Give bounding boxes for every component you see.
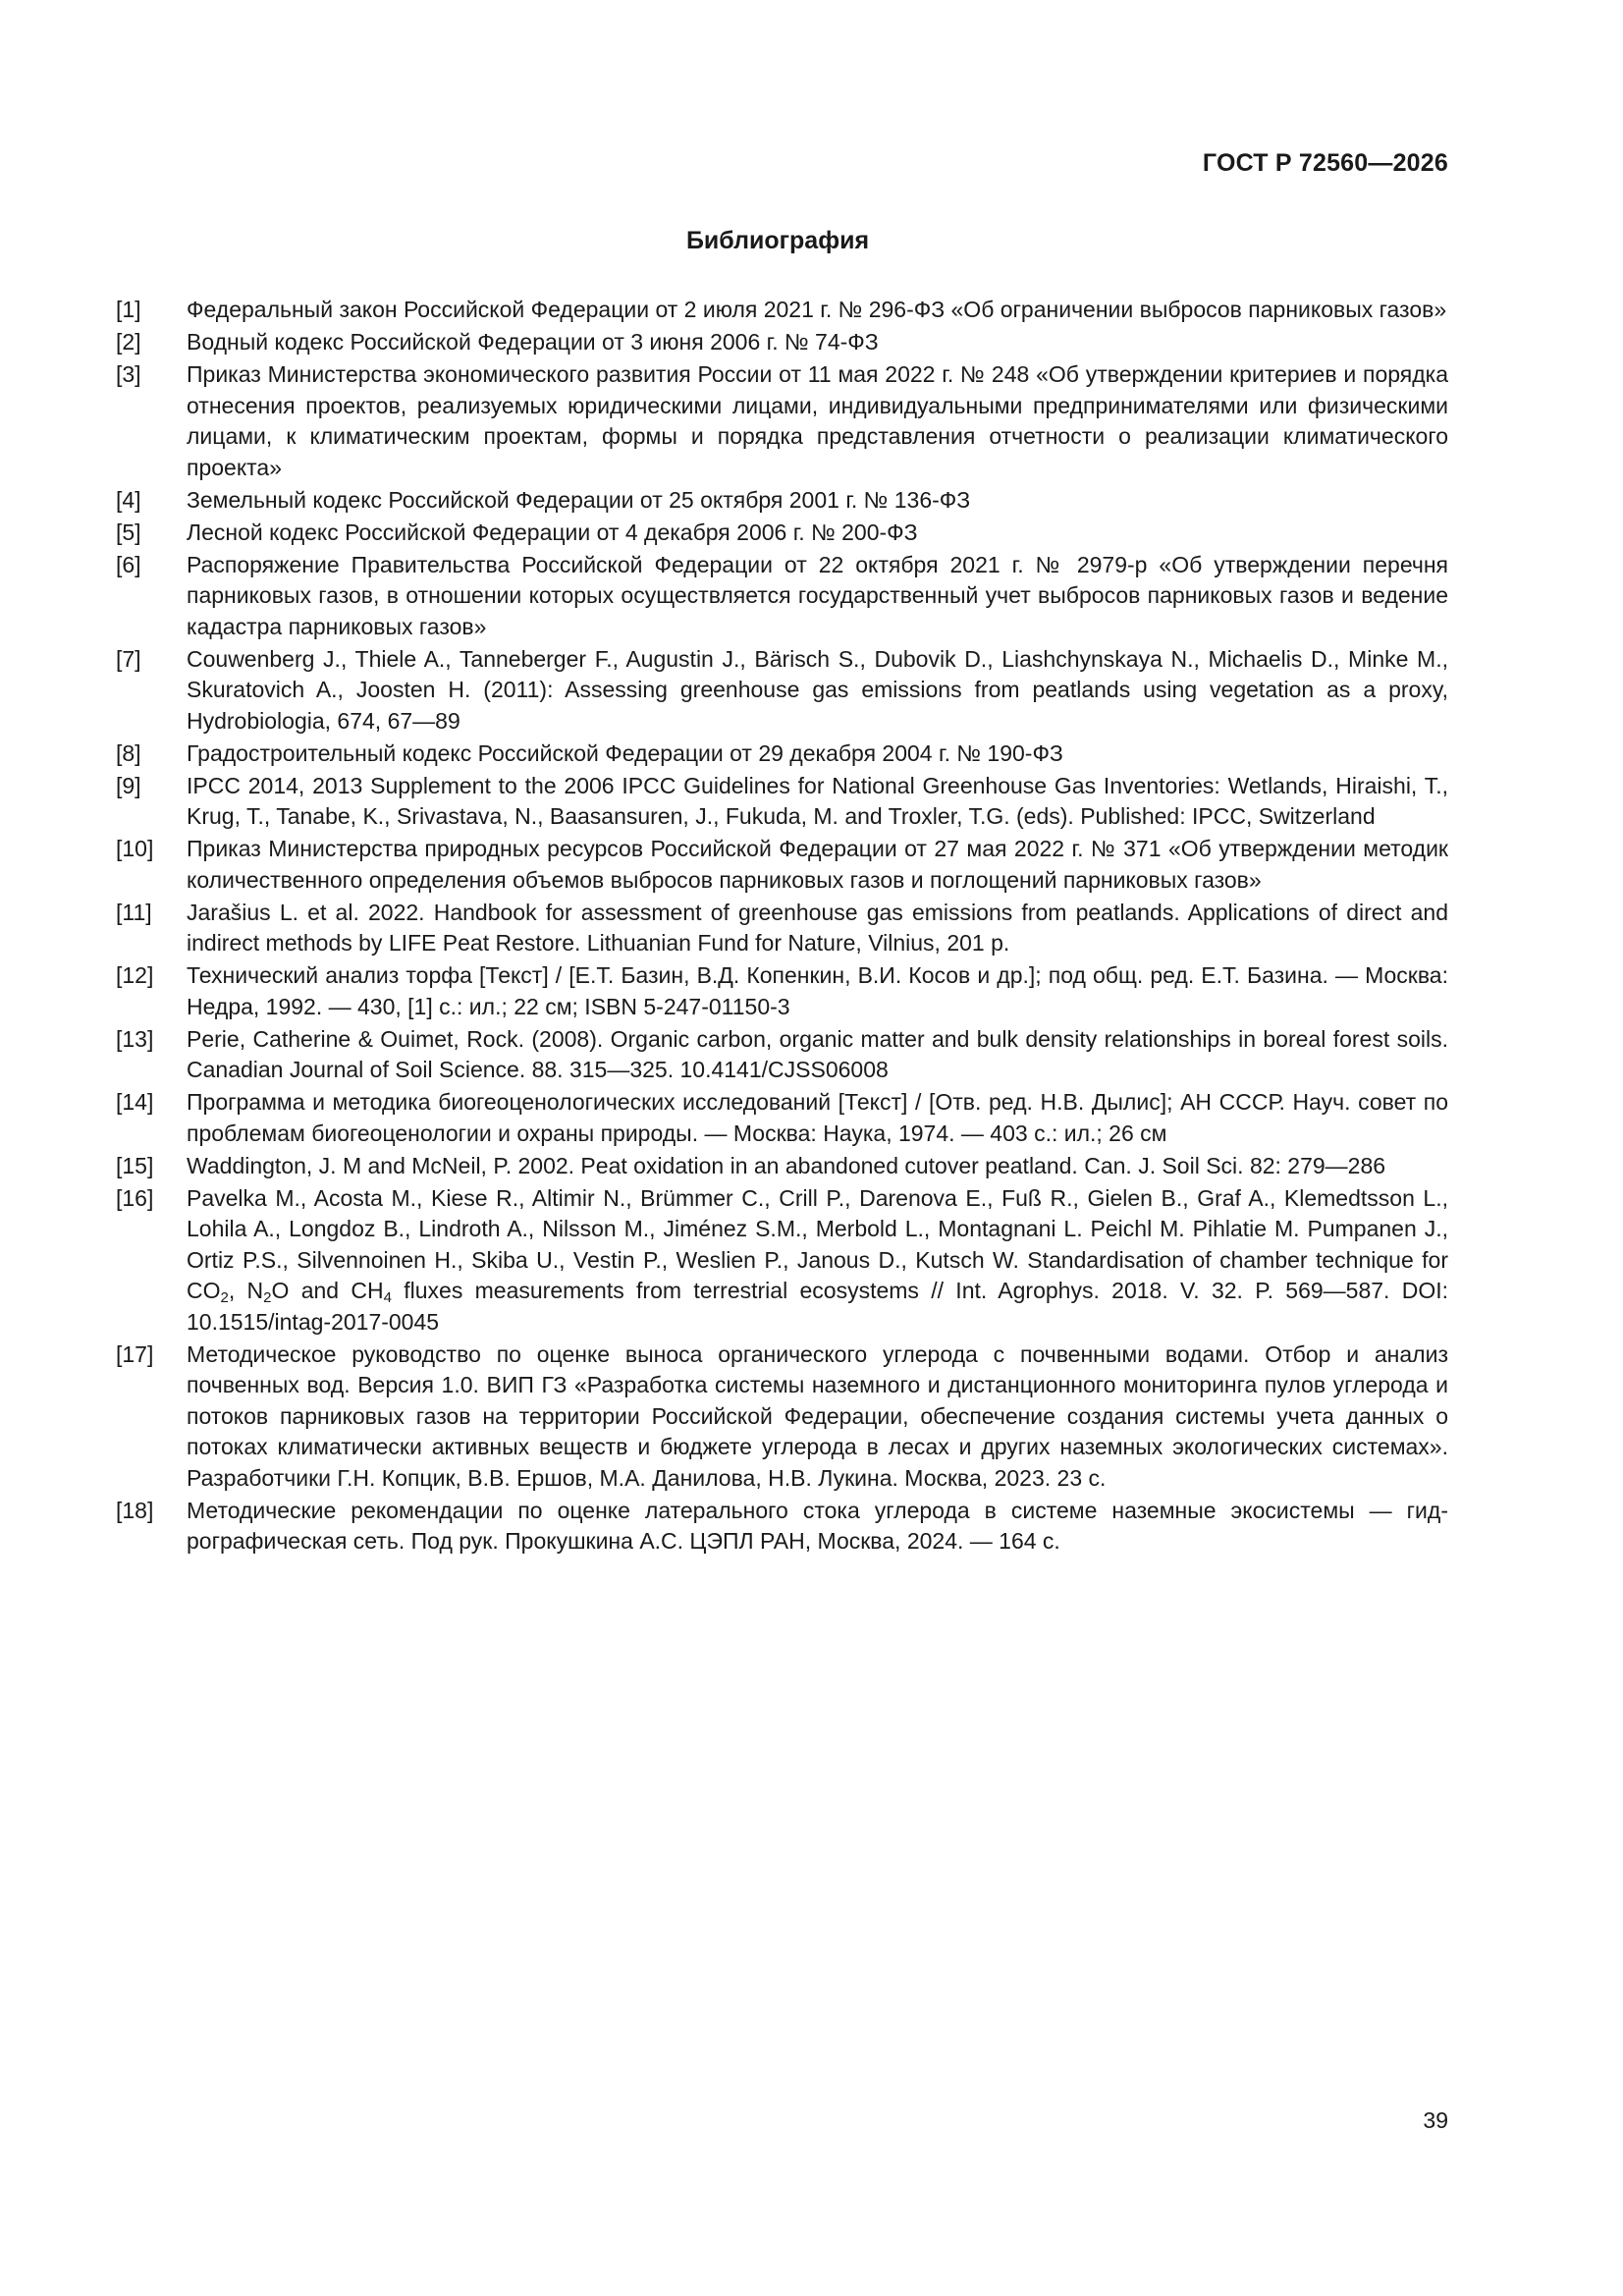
reference-text: Технический анализ торфа [Текст] / [Е.Т. Базин, В.Д. Копенкин, В.И. Косов и др.]; под общ. ред. Е.Т. Базина. — Москва: Недра, 1992. — 430, [1] с.: ил.; 22 см; ISBN 5-247-01150-3: [187, 962, 1448, 1019]
reference-number: [4]: [116, 486, 141, 513]
reference-number: [16]: [116, 1184, 154, 1211]
reference-number: [2]: [116, 329, 141, 355]
reference-number: [8]: [116, 739, 141, 766]
reference-number: [7]: [116, 645, 141, 672]
reference-item: [116, 738, 1448, 770]
reference-text: Методическое руководство по оценке выноса органического углерода с почвенными водами. Отбор и анализ почвенных вод. Версия 1.0. ВИП ГЗ «Разработка системы наземного и дистанционного мониторинга пулов углерода и потоков парниковых газов на территории Российской Федерации, обеспечение создания системы учета данных о потоках климатически активных веществ и бюджете углерода в лесах и других наземных экологических системах». Разработчики Г.Н. Копцик, В.В. Ершов, М.А. Данилова, Н.В. Лукина. Москва, 2023. 23 с.: [187, 1340, 1448, 1491]
reference-text: Программа и методика биогеоценологических исследований [Текст] / [Отв. ред. Н.В. Дылис]; АН СССР. Науч. совет по проблемам биогеоценологии и охраны природы. — Москва: Наука, 1974. — 403 с.: ил.; 26 см: [187, 1089, 1448, 1146]
reference-number: [3]: [116, 361, 141, 387]
reference-text: Приказ Министерства природных ресурсов Российской Федерации от 27 мая 2022 г. № 371 «Об утверждении методик количественного определения объемов выбросов парниковых газов и поглощений парниковых газов»: [187, 836, 1448, 893]
reference-item: [116, 518, 1448, 549]
reference-item: [116, 359, 1448, 483]
reference-item: [116, 550, 1448, 643]
reference-item: [116, 485, 1448, 517]
reference-text: Лесной кодекс Российской Федерации от 4 декабря 2006 г. № 200-ФЗ: [187, 519, 918, 545]
subscript: 4: [383, 1289, 392, 1306]
reference-number: [5]: [116, 519, 141, 545]
reference-text: Perie, Catherine & Ouimet, Rock. (2008). Organic carbon, organic matter and bulk density relationships in boreal forest soils. Canadian Journal of Soil Science. 88. 315—325. 10.4141/CJSS06008: [187, 1025, 1448, 1082]
subscript: 2: [220, 1289, 229, 1306]
reference-item: [116, 644, 1448, 738]
reference-number: [11]: [116, 899, 152, 925]
reference-text: Jarašius L. et al. 2022. Handbook for assessment of greenhouse gas emissions from peatlands. Applications of direct and indirect methods by LIFE Peat Restore. Lithuanian Fund for Nature, Vilnius, 201 p.: [187, 899, 1448, 956]
reference-text: Приказ Министерства экономического развития России от 11 мая 2022 г. № 248 «Об утверждении критериев и порядка отнесения проектов, реализуемых юридическими лицами, индивидуальными предпринимателями или физическими лицами, к климатическим проектам, формы и порядка представления отчетности о реализации климатического проекта»: [187, 361, 1448, 480]
reference-number: [18]: [116, 1497, 154, 1523]
reference-text: Градостроительный кодекс Российской Федерации от 29 декабря 2004 г. № 190-ФЗ: [187, 739, 1063, 766]
bibliography-list: [116, 295, 1448, 1558]
reference-number: [14]: [116, 1089, 154, 1115]
reference-text: Waddington, J. M and McNeil, P. 2002. Peat oxidation in an abandoned cutover peatland. Can. J. Soil Sci. 82: 279—286: [187, 1152, 1386, 1178]
reference-text: Методические рекомендации по оценке латерального стока углерода в системе наземные экосистемы — гидрографическая сеть. Под рук. Прокушкина А.С. ЦЭПЛ РАН, Москва, 2024. — 164 с.: [187, 1497, 1448, 1554]
reference-text: [187, 1183, 1448, 1339]
reference-item: [116, 1024, 1448, 1086]
reference-text: Федеральный закон Российской Федерации от 2 июля 2021 г. № 296-ФЗ «Об ограничении выбросов парниковых газов»: [187, 297, 1447, 322]
page-number: 39: [1423, 2107, 1448, 2133]
reference-number: [12]: [116, 962, 154, 988]
reference-text-part: O and CH: [271, 1278, 384, 1303]
reference-number: [17]: [116, 1340, 154, 1367]
standard-number: ГОСТ Р 72560—2026: [1202, 149, 1448, 177]
reference-number: [9]: [116, 772, 141, 798]
reference-number: [15]: [116, 1152, 154, 1178]
reference-item: [116, 1151, 1448, 1182]
reference-text: Couwenberg J., Thiele A., Tanneberger F., Augustin J., Bärisch S., Dubovik D., Liashchynskaya N., Michaelis D., Minke M., Skuratovich A., Joosten H. (2011): Assessing greenhouse gas emissions from peatlands using vegetation as a proxy, Hydrobiologia, 674, 67—89: [187, 645, 1448, 734]
reference-text-part: fluxes measurements from terrestrial ecosystems // Int. Agrophys. 2018. V. 32. P. 569—587. DOI: 10.1515/intag-2017-0045: [187, 1278, 1449, 1335]
reference-item: [116, 771, 1448, 833]
reference-item: [116, 327, 1448, 358]
reference-text: Распоряжение Правительства Российской Федерации от 22 октября 2021 г. № 2979-р «Об утверждении перечня парниковых газов, в отношении которых осуществляется государственный учет выбросов парниковых газов и ведение кадастра парниковых газов»: [187, 551, 1448, 639]
reference-item: [116, 295, 1448, 326]
reference-text: Водный кодекс Российской Федерации от 3 июня 2006 г. № 74-ФЗ: [187, 329, 879, 355]
reference-item: [116, 898, 1448, 959]
reference-item: [116, 1183, 1448, 1339]
reference-item: [116, 834, 1448, 896]
reference-item: [116, 960, 1448, 1022]
reference-item: [116, 1496, 1448, 1558]
page-title: Библиография: [685, 227, 870, 254]
reference-number: [13]: [116, 1025, 154, 1052]
reference-number: [6]: [116, 551, 141, 577]
subscript: 2: [263, 1289, 272, 1306]
reference-item: [116, 1087, 1448, 1149]
reference-text: IPCC 2014, 2013 Supplement to the 2006 IPCC Guidelines for National Greenhouse Gas Inventories: Wetlands, Hiraishi, T., Krug, T., Tanabe, K., Srivastava, N., Baasansuren, J., Fukuda, M. and Troxler, T.G. (eds). Published: IPCC, Switzerland: [187, 772, 1448, 829]
reference-item: [116, 1339, 1448, 1495]
reference-text-part: , N: [228, 1278, 264, 1303]
reference-number: [10]: [116, 836, 154, 861]
reference-text-part: Pavelka M., Acosta M., Kiese R., Altimir N., Brümmer C., Crill P., Darenova E., Fuß R., Gielen B., Graf A., Klemedtsson L., Lohila A., Longdoz B., Lindroth A., Nilsson M., Jiménez S.M., Merbold L., Montagnani L. Peichl M. Pihlatie M. Pumpanen J., Ortiz P.S., Silvennoinen H., Skiba U., Vestin P., Weslien P., Janous D., Kutsch W. Standardisation of chamber technique for CO: [187, 1184, 1448, 1303]
reference-number: [1]: [116, 297, 141, 322]
reference-text: Земельный кодекс Российской Федерации от 25 октября 2001 г. № 136-ФЗ: [187, 486, 971, 513]
